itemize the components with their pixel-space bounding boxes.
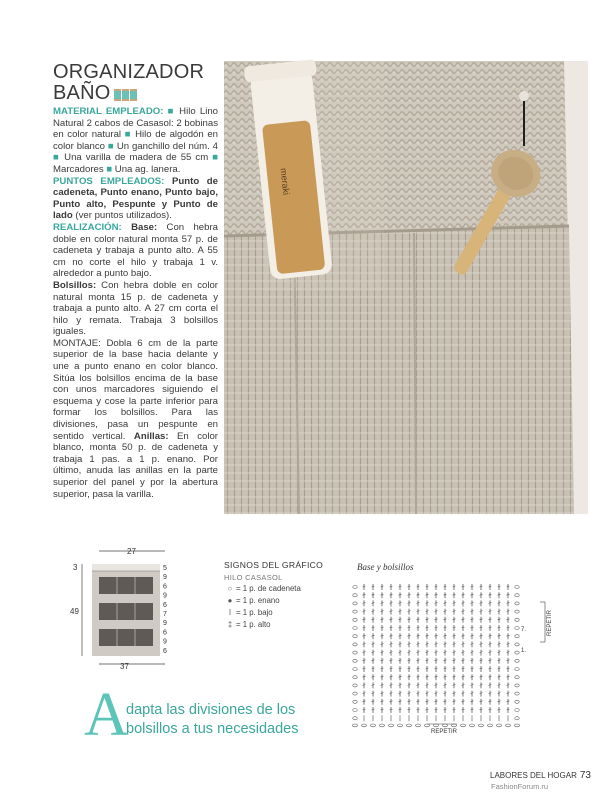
chart-legend xyxy=(224,560,344,630)
stitch-symbol xyxy=(353,635,357,638)
stitch-symbol xyxy=(515,717,519,720)
legend-label: = 1 p. bajo xyxy=(236,608,273,617)
legend-item xyxy=(224,620,344,630)
stitch-chart-title: Base y bolsillos xyxy=(357,562,414,572)
stitch-symbol xyxy=(515,610,519,613)
stitch-symbol xyxy=(515,594,519,597)
dim-right-5: 7 xyxy=(163,611,167,618)
chain-stitch xyxy=(389,724,394,727)
stitch-symbol xyxy=(515,659,519,662)
chain-stitch xyxy=(416,724,421,727)
quote-line-1: dapta las divisiones de los xyxy=(126,702,296,718)
dim-right-7: 6 xyxy=(163,629,167,637)
bolsillos-label: Bolsillos: xyxy=(53,279,97,291)
row-mark-7: 7. xyxy=(521,627,527,633)
chain-stitch xyxy=(443,724,448,727)
base-text: Con hebra doble en color natural monta 57 p. de cadeneta y trabaja a punto alto. A 55 cm no corte el hilo y trabaja 1 v. alrededor a punto bajo. xyxy=(53,221,218,280)
dim-right-1: 9 xyxy=(163,574,167,582)
schematic-diagram xyxy=(70,548,190,678)
bolsillos-text: Con hebra doble en color natural monta 15 p. de cadeneta y trabaja a punto alto. A 27 cm corta el hilo y remata. Trabaja 3 bolsillos iguales. xyxy=(53,279,218,338)
chain-stitch xyxy=(515,724,520,727)
thread-spools-icon xyxy=(114,85,138,106)
stitch-symbol xyxy=(515,709,519,712)
stitch-symbol xyxy=(515,602,519,605)
dim-right-6: 9 xyxy=(163,620,167,628)
quote-line-2: bolsillos a tus necesidades xyxy=(126,721,299,737)
base-label: Base: xyxy=(131,221,158,233)
chain-stitch xyxy=(362,724,367,727)
repetir-right-label: REPETIR xyxy=(547,609,553,636)
dim-right-0: 5 xyxy=(163,565,167,572)
stitch-symbol xyxy=(353,586,357,589)
stitch-symbol xyxy=(353,676,357,679)
stitch-symbol xyxy=(353,610,357,613)
dim-left-mid: 49 xyxy=(70,607,79,616)
legend-label: = 1 p. enano xyxy=(236,596,280,605)
page-number: 73 xyxy=(579,770,591,781)
stitch-symbol xyxy=(353,627,357,630)
stitch-symbol xyxy=(353,700,357,703)
chain-stitch xyxy=(407,724,412,727)
material-item: Hilo de algodón en color blanco xyxy=(53,129,219,152)
puntos-text: Punto de cadeneta, Punto enano, Punto bajo, Punto alto, Pespunte y Punto de lado xyxy=(53,175,218,222)
stitch-symbol xyxy=(353,659,357,662)
stitch-symbol xyxy=(515,692,519,695)
stitch-symbol xyxy=(353,651,357,654)
page-title xyxy=(53,62,204,106)
stitch-symbol xyxy=(515,586,519,589)
stitch-symbol xyxy=(353,668,357,671)
chain-stitch xyxy=(398,724,403,727)
dim-right-2: 6 xyxy=(163,583,167,591)
stitch-symbol xyxy=(515,643,519,646)
dim-right-3: 9 xyxy=(163,592,167,600)
chain-stitch xyxy=(425,724,430,727)
dim-right-8: 9 xyxy=(163,638,167,646)
double-crochet-icon: ‡ xyxy=(227,620,233,629)
montaje-text: MONTAJE: Dobla 6 cm de la parte superior de la base hacia delante y une a punto enano en color blanco. Sitúa los bolsillos encima de la base con unos marcadores siguiendo el esquema y cose la parte inferior para formar los bolsillos. Para las divisiones, pasa un pespunte en sentido vertical. xyxy=(53,337,218,442)
instructions-text: MATERIAL EMPLEADO: ■ Hilo Lino Natural 2 cabos de Casasol: 2 bobinas en color natural ■ Hilo de algodón en color blanco ■ Un ganchillo del núm. 4 ■ Una varilla de madera de 55 cm ■ Marcadores ■ Una ag. lanera. PUNTOS EMPLEADOS: Punto de cadeneta, Punto enano, Punto bajo, Punto alto, Pespunte y Punto de lado (ver puntos utilizados). REALIZACIÓN: Base: Con hebra doble en color natural monta 57 p. de cadeneta y trabaja a punto alto. A 55 cm no corte el hilo y trabaja 1 v. alrededor a punto bajo. Bolsillos: Con hebra doble en color natural monta 15 p. de cadeneta y trabaja a punto alto. A 27 cm corta el hilo y remata. Trabaja 3 bolsillos iguales. MONTAJE: Dobla 6 cm de la parte superior de la base hacia delante y une a punto enano en color blanco. Sitúa los bolsillos encima de la base con unos marcadores siguiendo el esquema y cose la parte inferior para formar los bolsillos. Para las divisiones, pasa un pespunte en sentido vertical. Anillas: En color blanco, monta 50 p. de cadeneta y trabaja 1 pas. a 1 p. enano. Por último, anuda las anillas en la parte superior del panel y por la abertura superior, pasa la varilla. xyxy=(53,106,219,500)
product-label: meraki xyxy=(278,167,292,196)
legend-label: = 1 p. alto xyxy=(236,620,271,629)
stitch-symbol xyxy=(353,602,357,605)
magazine-name: LABORES DEL HOGAR xyxy=(490,771,577,780)
material-item: Un ganchillo del núm. 4 xyxy=(116,140,219,152)
material-item: Una ag. lanera. xyxy=(114,163,181,175)
realizacion-label: REALIZACIÓN: xyxy=(53,221,122,233)
chain-stitch xyxy=(371,724,376,727)
chain-stitch xyxy=(452,724,457,727)
stitch-symbol xyxy=(353,594,357,597)
stitch-symbol xyxy=(353,692,357,695)
anillas-label: Anillas: xyxy=(133,430,169,442)
slip-stitch-icon: ● xyxy=(227,596,233,605)
legend-label: = 1 p. de cadeneta xyxy=(236,584,301,593)
dim-right-4: 6 xyxy=(163,601,167,609)
puntos-label: PUNTOS EMPLEADOS: xyxy=(53,175,165,187)
stitch-symbol xyxy=(353,717,357,720)
material-item: Marcadores xyxy=(53,163,104,175)
stitch-symbol xyxy=(515,635,519,638)
stitch-symbol xyxy=(515,651,519,654)
chain-stitch xyxy=(353,724,358,727)
legend-item xyxy=(224,608,344,618)
chain-stitch xyxy=(434,724,439,727)
chain-stitch-icon: ○ xyxy=(227,584,233,593)
material-text: Hilo Lino Natural 2 cabos de Casasol: 2 bobinas en color natural xyxy=(53,106,218,141)
product-photo xyxy=(224,61,588,514)
stitch-symbol xyxy=(353,618,357,621)
title-line-1: ORGANIZADOR xyxy=(53,61,205,83)
dim-left-top: 3 xyxy=(73,563,78,572)
stitch-symbol xyxy=(515,618,519,621)
legend-heading: SIGNOS DEL GRÁFICO xyxy=(224,560,324,570)
legend-subheading: HILO CASASOL xyxy=(224,573,283,582)
stitch-symbol xyxy=(515,627,519,630)
stitch-symbol xyxy=(515,700,519,703)
single-crochet-icon: ǀ xyxy=(228,608,232,617)
dim-bottom: 37 xyxy=(120,662,129,671)
dim-top: 27 xyxy=(127,547,136,556)
watermark: FashionForum.ru xyxy=(491,782,549,791)
dim-right-9: 6 xyxy=(163,647,167,655)
stitch-chart xyxy=(345,576,565,751)
stitch-symbol xyxy=(515,668,519,671)
material-label: MATERIAL EMPLEADO: xyxy=(53,106,164,117)
chain-stitch xyxy=(479,724,484,727)
page-footer xyxy=(490,770,591,781)
chain-stitch xyxy=(506,724,511,727)
legend-item xyxy=(224,596,344,606)
quote-initial: A xyxy=(84,681,129,749)
repetir-bottom-label: REPETIR xyxy=(431,729,458,735)
chain-stitch xyxy=(461,724,466,727)
puntos-tail: (ver puntos utilizados). xyxy=(75,210,172,222)
anillas-text: En color blanco, monta 50 p. de cadeneta y trabaja 1 pas. a 1 p. enano. Por último, anuda las anillas en la parte superior del panel y por la abertura superior, pasa la varilla. xyxy=(53,430,218,500)
legend-item xyxy=(224,584,344,594)
stitch-symbol xyxy=(353,643,357,646)
stitch-symbol xyxy=(515,676,519,679)
chain-stitch xyxy=(380,724,385,727)
material-item: Una varilla de madera de 55 cm xyxy=(64,152,209,164)
stitch-symbol xyxy=(353,709,357,712)
stitch-symbol xyxy=(353,684,357,687)
chain-stitch xyxy=(497,724,502,727)
stitch-symbol xyxy=(515,684,519,687)
chain-stitch xyxy=(470,724,475,727)
row-mark-1: 1. xyxy=(521,648,527,654)
title-line-2: BAÑO xyxy=(53,82,111,104)
chain-stitch xyxy=(488,724,493,727)
